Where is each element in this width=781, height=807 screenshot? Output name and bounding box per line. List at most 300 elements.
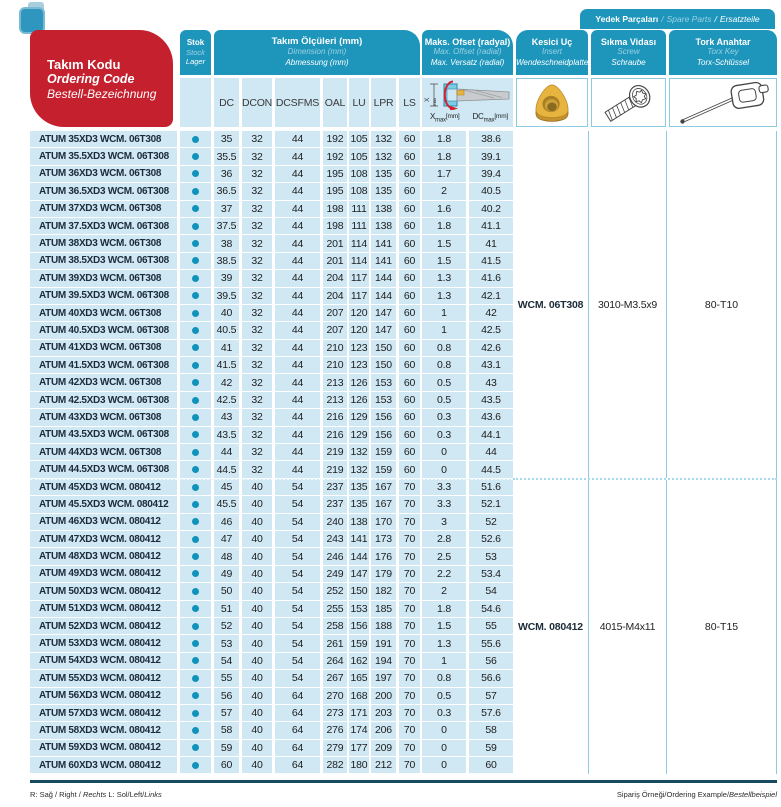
value-cell: 32 xyxy=(242,340,272,356)
dimensions-header xyxy=(214,30,420,75)
stock-dot-icon xyxy=(192,188,199,195)
value-cell: 141 xyxy=(349,531,369,547)
value-cell: 207 xyxy=(323,305,347,321)
value-cell: 0.3 xyxy=(422,705,466,721)
value-cell: 70 xyxy=(399,722,420,738)
value-cell: 53.4 xyxy=(469,566,513,582)
col-lpr: LPR xyxy=(371,78,396,127)
tool-code-cell: ATUM 49XD3 WCM. 080412 xyxy=(30,566,177,582)
value-cell: 138 xyxy=(371,218,396,234)
value-cell: 108 xyxy=(349,166,369,182)
stock-dot-icon xyxy=(192,623,199,630)
value-cell: 41 xyxy=(214,340,239,356)
value-cell: 44 xyxy=(275,201,320,217)
stock-dot-icon xyxy=(192,744,199,751)
value-cell: 32 xyxy=(242,218,272,234)
value-cell: 40 xyxy=(242,566,272,582)
offset-subcell xyxy=(422,78,513,127)
value-cell: 45.5 xyxy=(214,496,239,512)
value-cell: 0.5 xyxy=(422,688,466,704)
value-cell: 264 xyxy=(323,653,347,669)
value-cell: 180 xyxy=(349,757,369,773)
stock-cell xyxy=(180,479,211,495)
value-cell: 40.5 xyxy=(469,183,513,199)
value-cell: 59 xyxy=(214,740,239,756)
value-cell: 32 xyxy=(242,183,272,199)
value-cell: 267 xyxy=(323,670,347,686)
value-cell: 60 xyxy=(399,461,420,477)
tool-code-cell: ATUM 40XD3 WCM. 06T308 xyxy=(30,305,177,321)
value-cell: 32 xyxy=(242,461,272,477)
table-row xyxy=(30,531,513,547)
table-row xyxy=(30,270,513,286)
value-cell: 32 xyxy=(242,444,272,460)
value-cell: 40 xyxy=(242,479,272,495)
stock-dot-icon xyxy=(192,449,199,456)
value-cell: 209 xyxy=(371,740,396,756)
stock-cell xyxy=(180,409,211,425)
value-cell: 126 xyxy=(349,374,369,390)
value-cell: 70 xyxy=(399,583,420,599)
value-cell: 40.5 xyxy=(214,322,239,338)
ordering-code-title-tr: Takım Kodu xyxy=(47,57,121,72)
value-cell: 2.5 xyxy=(422,548,466,564)
tool-code-cell: ATUM 55XD3 WCM. 080412 xyxy=(30,670,177,686)
value-cell: 60 xyxy=(399,444,420,460)
table-body xyxy=(30,131,513,774)
torx-key-header xyxy=(669,30,777,75)
value-cell: 1.5 xyxy=(422,618,466,634)
stock-header-en: Stock xyxy=(186,47,205,57)
stock-dot-icon xyxy=(192,292,199,299)
value-cell: 150 xyxy=(371,357,396,373)
value-cell: 53 xyxy=(214,635,239,651)
value-cell: 44 xyxy=(275,322,320,338)
table-row xyxy=(30,514,513,530)
tool-code-cell: ATUM 50XD3 WCM. 080412 xyxy=(30,583,177,599)
stock-cell xyxy=(180,583,211,599)
value-cell: 43.6 xyxy=(469,409,513,425)
value-cell: 135 xyxy=(349,479,369,495)
value-cell: 70 xyxy=(399,618,420,634)
stock-cell xyxy=(180,148,211,164)
table-row xyxy=(30,496,513,512)
stock-dot-icon xyxy=(192,170,199,177)
value-cell: 1.5 xyxy=(422,253,466,269)
footer-text-segment: Sipariş Örneği/Ordering Example/ xyxy=(616,790,730,799)
stock-dot-icon xyxy=(192,205,199,212)
table-row xyxy=(30,670,513,686)
value-cell: 40 xyxy=(242,601,272,617)
value-cell: 44 xyxy=(275,305,320,321)
value-cell: 39.4 xyxy=(469,166,513,182)
stock-dot-icon xyxy=(192,344,199,351)
value-cell: 261 xyxy=(323,635,347,651)
value-cell: 162 xyxy=(349,653,369,669)
value-cell: 1.7 xyxy=(422,166,466,182)
stock-dot-icon xyxy=(192,570,199,577)
value-cell: 0.5 xyxy=(422,392,466,408)
table-row xyxy=(30,131,513,147)
value-cell: 35.5 xyxy=(214,148,239,164)
torx-key-icon xyxy=(675,81,771,125)
value-cell: 282 xyxy=(323,757,347,773)
value-cell: 276 xyxy=(323,722,347,738)
value-cell: 60 xyxy=(399,235,420,251)
stock-cell xyxy=(180,618,211,634)
tool-code-cell: ATUM 41.5XD3 WCM. 06T308 xyxy=(30,357,177,373)
value-cell: 141 xyxy=(371,253,396,269)
value-cell: 54 xyxy=(275,670,320,686)
value-cell: 111 xyxy=(349,201,369,217)
table-row xyxy=(30,427,513,443)
value-cell: 1.5 xyxy=(422,235,466,251)
value-cell: 44 xyxy=(469,444,513,460)
value-cell: 141 xyxy=(371,235,396,251)
value-cell: 132 xyxy=(371,148,396,164)
stock-cell xyxy=(180,566,211,582)
value-cell: 44 xyxy=(214,444,239,460)
value-cell: 42.6 xyxy=(469,340,513,356)
value-cell: 47 xyxy=(214,531,239,547)
stock-cell xyxy=(180,740,211,756)
value-cell: 201 xyxy=(323,235,347,251)
value-cell: 40.2 xyxy=(469,201,513,217)
table-row xyxy=(30,340,513,356)
value-cell: 60 xyxy=(399,148,420,164)
group-1-insert-code: WCM. 06T308 xyxy=(513,131,589,478)
value-cell: 114 xyxy=(349,235,369,251)
table-row xyxy=(30,601,513,617)
value-cell: 243 xyxy=(323,531,347,547)
value-cell: 64 xyxy=(275,705,320,721)
ordering-code-title-de: Bestell-Bezeichnung xyxy=(47,87,157,101)
value-cell: 210 xyxy=(323,340,347,356)
value-cell: 2 xyxy=(422,583,466,599)
value-cell: 60 xyxy=(399,218,420,234)
table-row xyxy=(30,374,513,390)
tool-code-cell: ATUM 36XD3 WCM. 06T308 xyxy=(30,166,177,182)
table-row xyxy=(30,218,513,234)
screw-header xyxy=(591,30,666,75)
value-cell: 53 xyxy=(469,548,513,564)
value-cell: 55 xyxy=(469,618,513,634)
value-cell: 41 xyxy=(469,235,513,251)
footer-text-segment: R: Sağ / Right / xyxy=(30,790,83,799)
value-cell: 54 xyxy=(275,583,320,599)
value-cell: 40 xyxy=(242,688,272,704)
tool-code-cell: ATUM 39.5XD3 WCM. 06T308 xyxy=(30,288,177,304)
stock-cell xyxy=(180,461,211,477)
value-cell: 168 xyxy=(349,688,369,704)
value-cell: 174 xyxy=(349,722,369,738)
col-dcmax: $DC_{max}[mm]$ xyxy=(472,112,509,124)
stock-dot-icon xyxy=(192,710,199,717)
insert-image-cell xyxy=(516,78,588,127)
tool-code-cell: ATUM 37XD3 WCM. 06T308 xyxy=(30,201,177,217)
tool-code-cell: ATUM 53XD3 WCM. 080412 xyxy=(30,635,177,651)
value-cell: 70 xyxy=(399,531,420,547)
value-cell: 42.1 xyxy=(469,288,513,304)
value-cell: 150 xyxy=(349,583,369,599)
value-cell: 1 xyxy=(422,305,466,321)
value-cell: 48 xyxy=(214,548,239,564)
tool-code-cell: ATUM 43.5XD3 WCM. 06T308 xyxy=(30,427,177,443)
value-cell: 44 xyxy=(275,288,320,304)
spare-parts-tr: Yedek Parçaları xyxy=(595,14,659,24)
value-cell: 70 xyxy=(399,514,420,530)
table-row xyxy=(30,305,513,321)
value-cell: 111 xyxy=(349,218,369,234)
value-cell: 135 xyxy=(371,183,396,199)
value-cell: 60 xyxy=(399,288,420,304)
group-2-insert-code: WCM. 080412 xyxy=(513,480,589,774)
value-cell: 219 xyxy=(323,461,347,477)
value-cell: 60 xyxy=(399,166,420,182)
value-cell: 60 xyxy=(399,270,420,286)
value-cell: 70 xyxy=(399,635,420,651)
table-row xyxy=(30,705,513,721)
value-cell: 120 xyxy=(349,305,369,321)
value-cell: 138 xyxy=(371,201,396,217)
value-cell: 105 xyxy=(349,131,369,147)
value-cell: 40 xyxy=(242,635,272,651)
value-cell: 147 xyxy=(371,305,396,321)
value-cell: 70 xyxy=(399,670,420,686)
value-cell: 159 xyxy=(349,635,369,651)
stock-dot-icon xyxy=(192,553,199,560)
stock-cell xyxy=(180,166,211,182)
value-cell: 179 xyxy=(371,566,396,582)
bottom-rule xyxy=(30,780,777,783)
stock-cell xyxy=(180,218,211,234)
value-cell: 32 xyxy=(242,305,272,321)
value-cell: 43.1 xyxy=(469,357,513,373)
value-cell: 40 xyxy=(242,618,272,634)
value-cell: 39 xyxy=(214,270,239,286)
svg-text:X: X xyxy=(424,97,431,102)
value-cell: 60 xyxy=(469,757,513,773)
value-cell: 177 xyxy=(349,740,369,756)
value-cell: 32 xyxy=(242,427,272,443)
value-cell: 70 xyxy=(399,653,420,669)
stock-dot-icon xyxy=(192,588,199,595)
stock-subcell xyxy=(180,78,211,127)
value-cell: 44 xyxy=(275,218,320,234)
value-cell: 32 xyxy=(242,322,272,338)
value-cell: 150 xyxy=(371,340,396,356)
value-cell: 44 xyxy=(275,427,320,443)
value-cell: 54 xyxy=(275,548,320,564)
stock-cell xyxy=(180,653,211,669)
stock-dot-icon xyxy=(192,675,199,682)
value-cell: 60 xyxy=(399,131,420,147)
value-cell: 45 xyxy=(214,479,239,495)
table-row xyxy=(30,548,513,564)
value-cell: 273 xyxy=(323,705,347,721)
value-cell: 167 xyxy=(371,479,396,495)
value-cell: 60 xyxy=(214,757,239,773)
group-2-screw-code: 4015-M4x11 xyxy=(589,480,667,774)
value-cell: 51 xyxy=(214,601,239,617)
value-cell: 43.5 xyxy=(469,392,513,408)
value-cell: 123 xyxy=(349,340,369,356)
stock-cell xyxy=(180,201,211,217)
value-cell: 258 xyxy=(323,618,347,634)
table-row xyxy=(30,148,513,164)
value-cell: 200 xyxy=(371,688,396,704)
value-cell: 70 xyxy=(399,548,420,564)
value-cell: 32 xyxy=(242,253,272,269)
value-cell: 41.1 xyxy=(469,218,513,234)
value-cell: 120 xyxy=(349,322,369,338)
table-row xyxy=(30,235,513,251)
torx-key-header-de: Torx-Schlüssel xyxy=(696,57,750,67)
value-cell: 70 xyxy=(399,479,420,495)
value-cell: 0 xyxy=(422,461,466,477)
value-cell: 0.8 xyxy=(422,357,466,373)
value-cell: 153 xyxy=(371,392,396,408)
value-cell: 173 xyxy=(371,531,396,547)
separator: / xyxy=(714,14,717,24)
tool-code-cell: ATUM 56XD3 WCM. 080412 xyxy=(30,688,177,704)
value-cell: 1.8 xyxy=(422,131,466,147)
value-cell: 2.2 xyxy=(422,566,466,582)
value-cell: 54 xyxy=(275,618,320,634)
footer-text-segment: Bestellbeispiel xyxy=(729,790,777,799)
dimension-subheader-row xyxy=(180,78,513,127)
value-cell: 129 xyxy=(349,427,369,443)
stock-dot-icon xyxy=(192,397,199,404)
value-cell: 32 xyxy=(242,374,272,390)
value-cell: 44.1 xyxy=(469,427,513,443)
value-cell: 185 xyxy=(371,601,396,617)
ordering-code-header xyxy=(30,30,173,127)
table-row xyxy=(30,444,513,460)
value-cell: 1 xyxy=(422,653,466,669)
value-cell: 32 xyxy=(242,148,272,164)
tool-code-cell: ATUM 41XD3 WCM. 06T308 xyxy=(30,340,177,356)
value-cell: 42.5 xyxy=(469,322,513,338)
screw-header-en: Screw xyxy=(617,47,640,57)
value-cell: 0 xyxy=(422,444,466,460)
value-cell: 1.3 xyxy=(422,288,466,304)
value-cell: 54 xyxy=(275,601,320,617)
value-cell: 64 xyxy=(275,688,320,704)
separator: / xyxy=(661,14,664,24)
value-cell: 204 xyxy=(323,270,347,286)
table-row xyxy=(30,740,513,756)
stock-dot-icon xyxy=(192,327,199,334)
value-cell: 32 xyxy=(242,357,272,373)
value-cell: 255 xyxy=(323,601,347,617)
tool-code-cell: ATUM 42XD3 WCM. 06T308 xyxy=(30,374,177,390)
value-cell: 40 xyxy=(242,531,272,547)
value-cell: 182 xyxy=(371,583,396,599)
table-row xyxy=(30,583,513,599)
table-row xyxy=(30,288,513,304)
value-cell: 60 xyxy=(399,357,420,373)
value-cell: 0 xyxy=(422,740,466,756)
col-xmax: $X_{max}[mm]$ xyxy=(429,112,460,124)
value-cell: 70 xyxy=(399,601,420,617)
value-cell: 212 xyxy=(371,757,396,773)
value-cell: 60 xyxy=(399,392,420,408)
stock-header xyxy=(180,30,211,75)
value-cell: 0 xyxy=(422,722,466,738)
value-cell: 54 xyxy=(214,653,239,669)
value-cell: 0.8 xyxy=(422,670,466,686)
stock-dot-icon xyxy=(192,223,199,230)
tool-code-cell: ATUM 45XD3 WCM. 080412 xyxy=(30,479,177,495)
value-cell: 41.5 xyxy=(469,253,513,269)
value-cell: 188 xyxy=(371,618,396,634)
stock-cell xyxy=(180,705,211,721)
group-2-torx-code: 80-T15 xyxy=(667,480,777,774)
value-cell: 1.8 xyxy=(422,601,466,617)
value-cell: 203 xyxy=(371,705,396,721)
value-cell: 156 xyxy=(371,427,396,443)
value-cell: 1.3 xyxy=(422,270,466,286)
value-cell: 55 xyxy=(214,670,239,686)
screw-header-de: Schraube xyxy=(611,57,646,67)
group-separator xyxy=(30,478,513,480)
value-cell: 40 xyxy=(242,514,272,530)
table-row xyxy=(30,722,513,738)
value-cell: 0 xyxy=(422,757,466,773)
table-row xyxy=(30,183,513,199)
footer-text-segment: L: Sol/Left/ xyxy=(106,790,145,799)
value-cell: 237 xyxy=(323,496,347,512)
table-row xyxy=(30,688,513,704)
insert-header-de: Wendeschneidplatte xyxy=(516,57,589,67)
tool-code-cell: ATUM 60XD3 WCM. 080412 xyxy=(30,757,177,773)
value-cell: 3.3 xyxy=(422,479,466,495)
value-cell: 105 xyxy=(349,148,369,164)
stock-cell xyxy=(180,514,211,530)
value-cell: 2 xyxy=(422,183,466,199)
stock-dot-icon xyxy=(192,466,199,473)
max-offset-header-en: Max. Offset (radial) xyxy=(433,47,502,57)
tool-code-cell: ATUM 40.5XD3 WCM. 06T308 xyxy=(30,322,177,338)
stock-dot-icon xyxy=(192,484,199,491)
tool-code-cell: ATUM 45.5XD3 WCM. 080412 xyxy=(30,496,177,512)
value-cell: 156 xyxy=(349,618,369,634)
value-cell: 0.3 xyxy=(422,427,466,443)
value-cell: 54 xyxy=(275,531,320,547)
tool-code-cell: ATUM 44XD3 WCM. 06T308 xyxy=(30,444,177,460)
value-cell: 44.5 xyxy=(214,461,239,477)
value-cell: 117 xyxy=(349,270,369,286)
value-cell: 0.3 xyxy=(422,409,466,425)
col-dcsfms: DCSFMS xyxy=(275,78,320,127)
stock-cell xyxy=(180,496,211,512)
stock-cell xyxy=(180,392,211,408)
value-cell: 132 xyxy=(349,444,369,460)
value-cell: 52.6 xyxy=(469,531,513,547)
value-cell: 0.5 xyxy=(422,374,466,390)
tool-code-cell: ATUM 42.5XD3 WCM. 06T308 xyxy=(30,392,177,408)
value-cell: 42 xyxy=(214,374,239,390)
stock-cell xyxy=(180,548,211,564)
value-cell: 44 xyxy=(275,392,320,408)
tool-code-cell: ATUM 37.5XD3 WCM. 06T308 xyxy=(30,218,177,234)
tool-code-cell: ATUM 36.5XD3 WCM. 06T308 xyxy=(30,183,177,199)
tool-code-cell: ATUM 35XD3 WCM. 06T308 xyxy=(30,131,177,147)
value-cell: 57 xyxy=(469,688,513,704)
value-cell: 132 xyxy=(349,461,369,477)
value-cell: 56 xyxy=(469,653,513,669)
